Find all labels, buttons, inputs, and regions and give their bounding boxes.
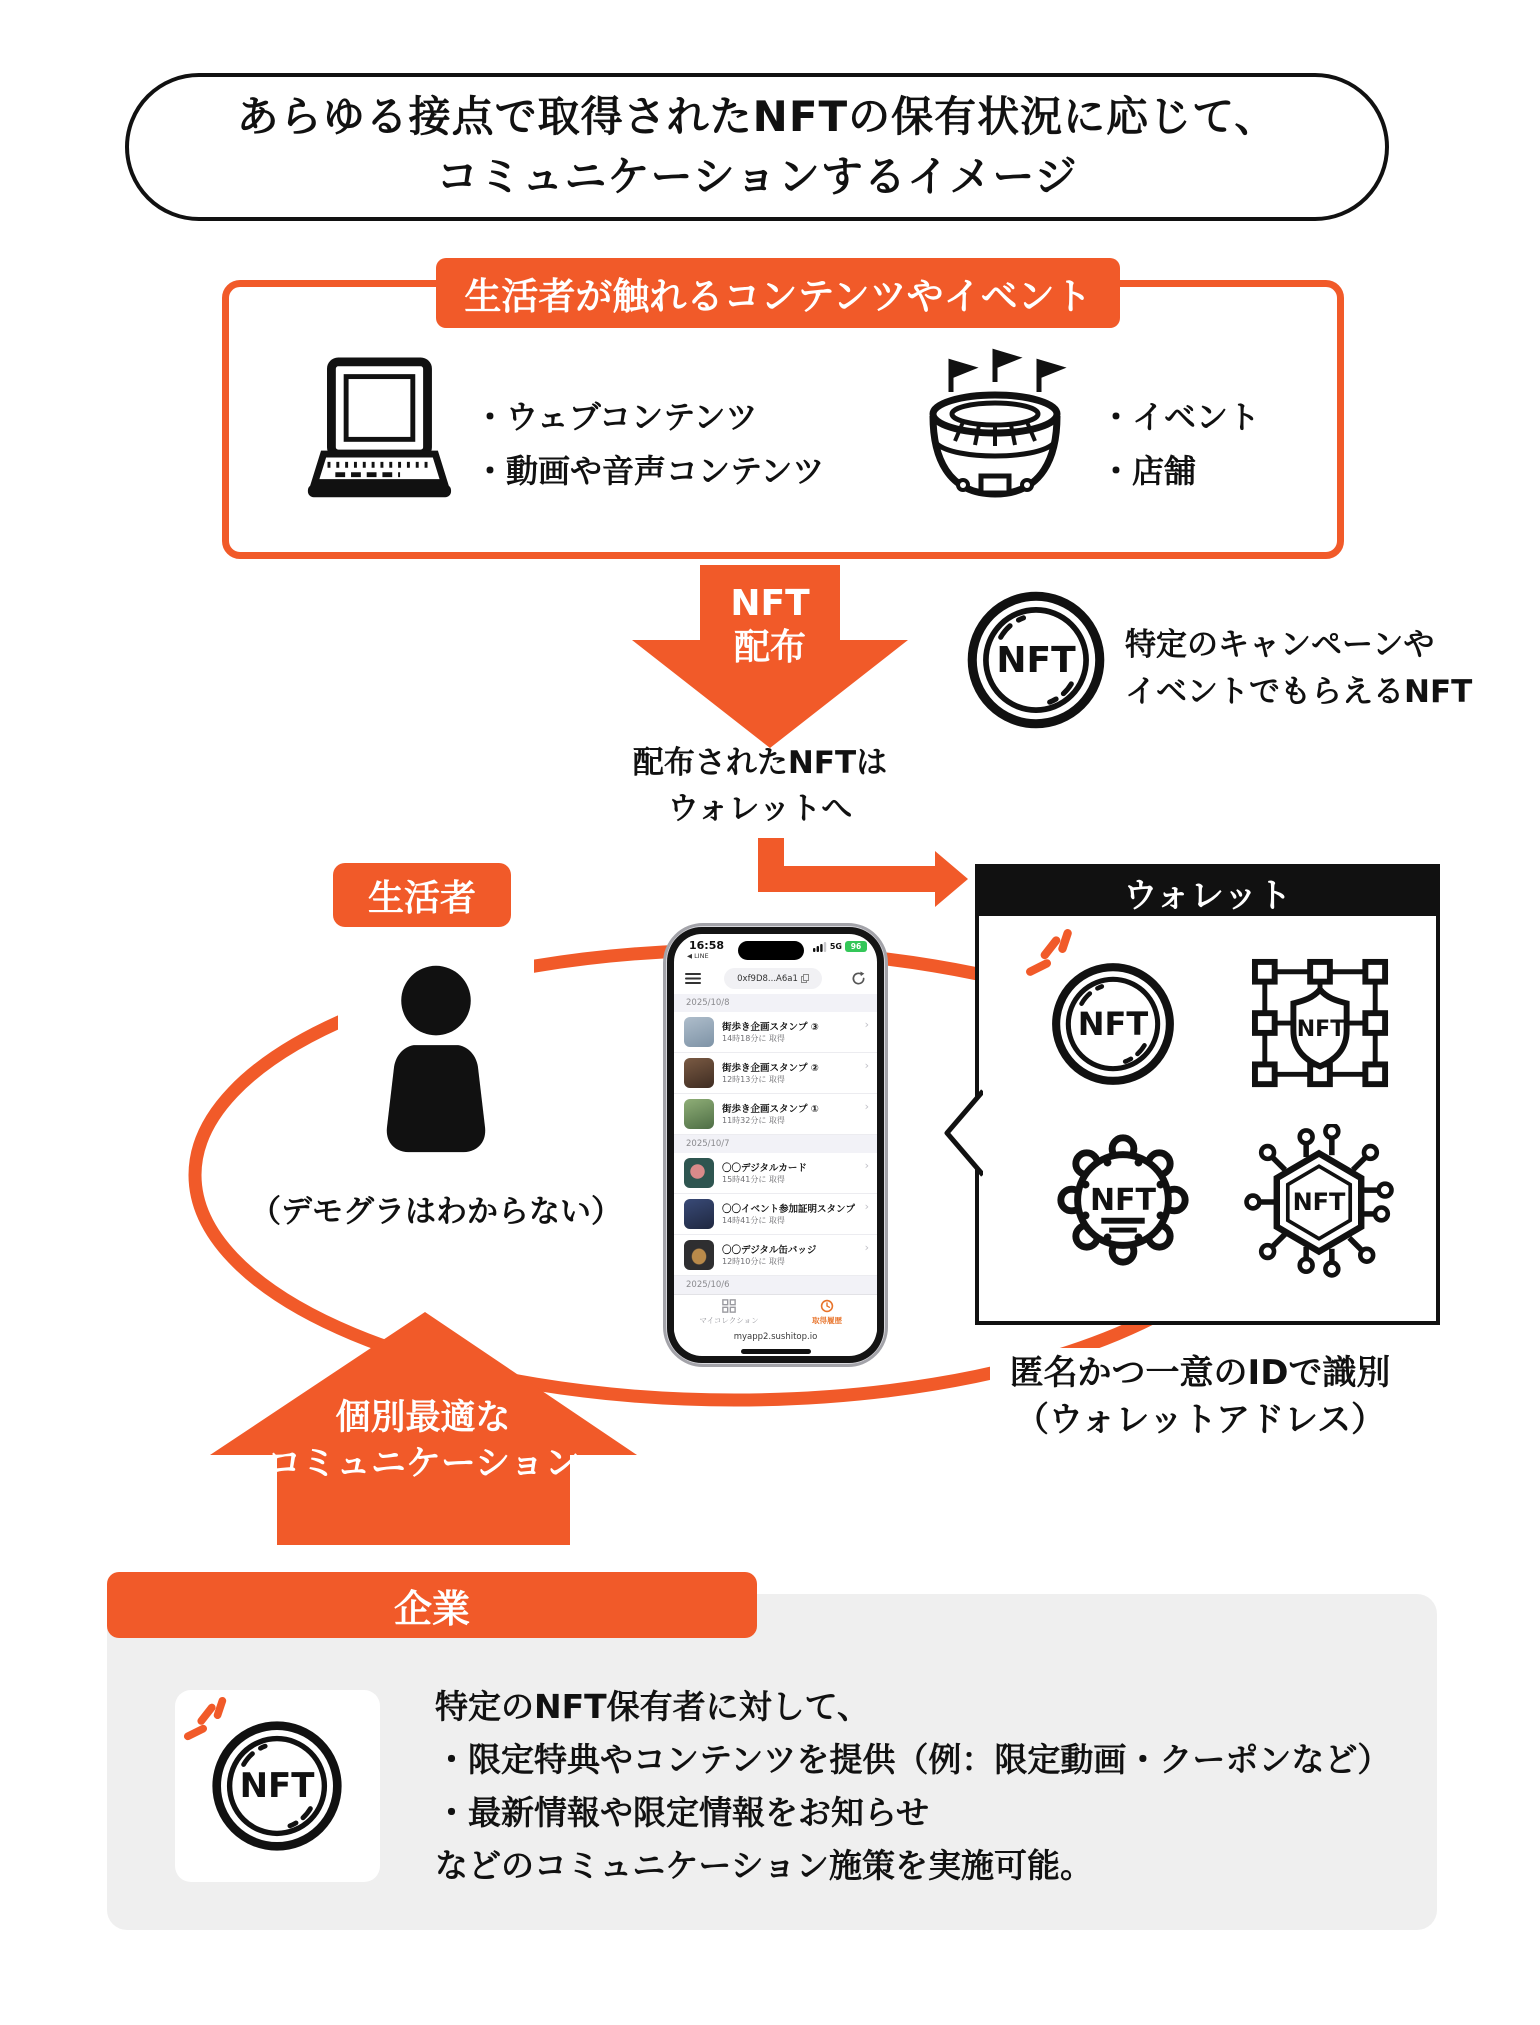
item-time: 12時10分に 取得 [722,1257,785,1266]
tab-label: 取得履歴 [812,1316,842,1325]
bullet-video-audio: ・動画や音声コンテンツ [474,452,825,490]
item-title: 街歩き企画スタンプ ① [722,1104,819,1115]
menu-icon[interactable] [685,972,701,985]
bullet-event: ・イベント [1100,398,1261,436]
status-time: 16:58 [689,939,725,952]
chevron-right-icon: › [864,1018,869,1031]
wallet-nft-gear-icon [1049,1126,1197,1274]
stadium-icon [912,348,1074,508]
consumer-label: 生活者 [333,863,511,927]
chevron-right-icon: › [864,1159,869,1172]
acquisition-list [674,994,877,1294]
item-title: 〇〇デジタルカード [722,1163,807,1174]
shield-nft-text: NFT [1296,1016,1346,1042]
campaign-note-line1: 特定のキャンペーンや [1125,627,1435,663]
person-icon [338,942,534,1174]
coin-nft-text: NFT [239,1766,315,1806]
title-line-2: コミュニケーションするイメージ [436,152,1078,201]
sparkle-icon [1025,928,1077,980]
company-line3: ・最新情報や限定情報をお知らせ [435,1793,930,1832]
date-header: 2025/10/7 [686,1139,730,1149]
date-header: 2025/10/6 [686,1280,730,1290]
back-to-app-indicator[interactable]: ◀ LINE [687,952,709,960]
distributed-to-wallet-note [560,740,960,832]
anon-line2: （ウォレットアドレス） [1014,1400,1386,1440]
item-title: 街歩き企画スタンプ ② [722,1063,819,1074]
communication-arrow-label [205,1395,641,1487]
wallet-header: ウォレット [979,868,1436,916]
list-item[interactable] [674,1235,877,1276]
dynamic-island [738,941,804,960]
grid-icon [722,1299,736,1313]
app-header [674,964,877,994]
browser-url[interactable]: myapp2.sushitop.io [733,1332,818,1342]
chevron-right-icon: › [864,1241,869,1254]
comm-line2: コミュニケーション [266,1444,580,1484]
wallet-speech-notch [941,1089,983,1177]
demographics-note: （デモグラはわからない） [250,1182,610,1235]
gear-nft-text: NFT [1089,1182,1157,1218]
status-right-cluster [813,941,867,952]
item-time: 14時41分に 取得 [722,1216,785,1225]
date-header: 2025/10/8 [686,998,730,1008]
company-description [435,1680,1390,1892]
refresh-icon[interactable] [851,971,866,986]
laptop-icon [292,356,464,508]
tab-my-collection[interactable] [684,1299,774,1326]
wallet-nft-circuit-icon [1241,1124,1397,1280]
home-indicator [741,1349,811,1354]
list-item[interactable] [674,1053,877,1094]
wallet-nft-blockchain-icon [1245,956,1397,1094]
coin-nft-text: NFT [1077,1005,1149,1043]
arrow-label-haifu: 配布 [733,627,806,668]
company-line4: などのコミュニケーション施策を実施可能。 [435,1846,1094,1885]
bullet-web-content: ・ウェブコンテンツ [474,398,758,436]
battery-icon: 96 [845,941,867,952]
item-title: 〇〇デジタル缶バッジ [722,1245,817,1256]
contact-box-header: 生活者が触れるコンテンツやイベント [436,258,1120,328]
list-item[interactable] [674,1153,877,1194]
venue-bullets [1100,390,1260,498]
phone-tab-bar [674,1294,877,1333]
bullet-store: ・店舗 [1100,452,1197,490]
list-item[interactable] [674,1194,877,1235]
to-wallet-arrow [755,835,975,910]
wallet-address: 0xf9D8...A6a1 [737,973,798,984]
item-thumbnail [684,1158,714,1188]
copy-icon[interactable] [801,974,809,983]
company-nft-icon-box [175,1690,380,1882]
hex-nft-text: NFT [1292,1188,1346,1216]
item-time: 12時13分に 取得 [722,1075,785,1084]
item-thumbnail [684,1058,714,1088]
item-thumbnail [684,1017,714,1047]
list-item[interactable] [674,1094,877,1135]
item-time: 15時41分に 取得 [722,1175,785,1184]
item-time: 14時18分に 取得 [722,1034,785,1043]
list-item[interactable] [674,1012,877,1053]
campaign-nft-coin-icon [962,586,1110,734]
wallet-box [975,864,1440,1325]
wallet-address-pill[interactable] [724,968,822,989]
chevron-right-icon: › [864,1059,869,1072]
title-line-1: あらゆる接点で取得されたNFTの保有状況に応じて、 [236,92,1278,141]
network-label: 5G [829,942,842,951]
arrow-label-nft: NFT [730,583,810,624]
comm-line1: 個別最適な [335,1398,511,1438]
tab-label: マイコレクション [699,1316,759,1325]
company-panel [107,1594,1437,1930]
coin-nft-text: NFT [996,639,1076,681]
campaign-note [1125,622,1472,716]
title-bubble [125,73,1389,221]
to-wallet-line1: 配布されたNFTは [632,745,888,781]
company-line2: ・限定特典やコンテンツを提供（例：限定動画・クーポンなど） [435,1740,1391,1779]
chevron-right-icon: › [864,1200,869,1213]
anon-line1: 匿名かつ一意のIDで識別 [1009,1353,1391,1393]
company-line1: 特定のNFT保有者に対して、 [435,1687,871,1726]
item-title: 街歩き企画スタンプ ③ [722,1022,819,1033]
web-content-bullets [474,390,824,498]
clock-icon [820,1299,834,1313]
anonymous-id-note [990,1348,1410,1446]
item-thumbnail [684,1199,714,1229]
nft-distribution-arrow-label [630,582,910,670]
tab-acquisition-history[interactable] [782,1299,872,1326]
item-thumbnail [684,1099,714,1129]
to-wallet-line2: ウォレットへ [667,791,853,827]
wallet-app-phone [663,923,888,1367]
campaign-note-line2: イベントでもらえるNFT [1125,674,1473,710]
item-time: 11時32分に 取得 [722,1116,785,1125]
item-thumbnail [684,1240,714,1270]
signal-icon [813,942,827,952]
sparkle-icon [183,1696,231,1744]
company-header: 企業 [107,1572,757,1638]
item-title: 〇〇イベント参加証明スタンプ [722,1204,856,1215]
chevron-right-icon: › [864,1100,869,1113]
phone-screen [674,934,877,1356]
